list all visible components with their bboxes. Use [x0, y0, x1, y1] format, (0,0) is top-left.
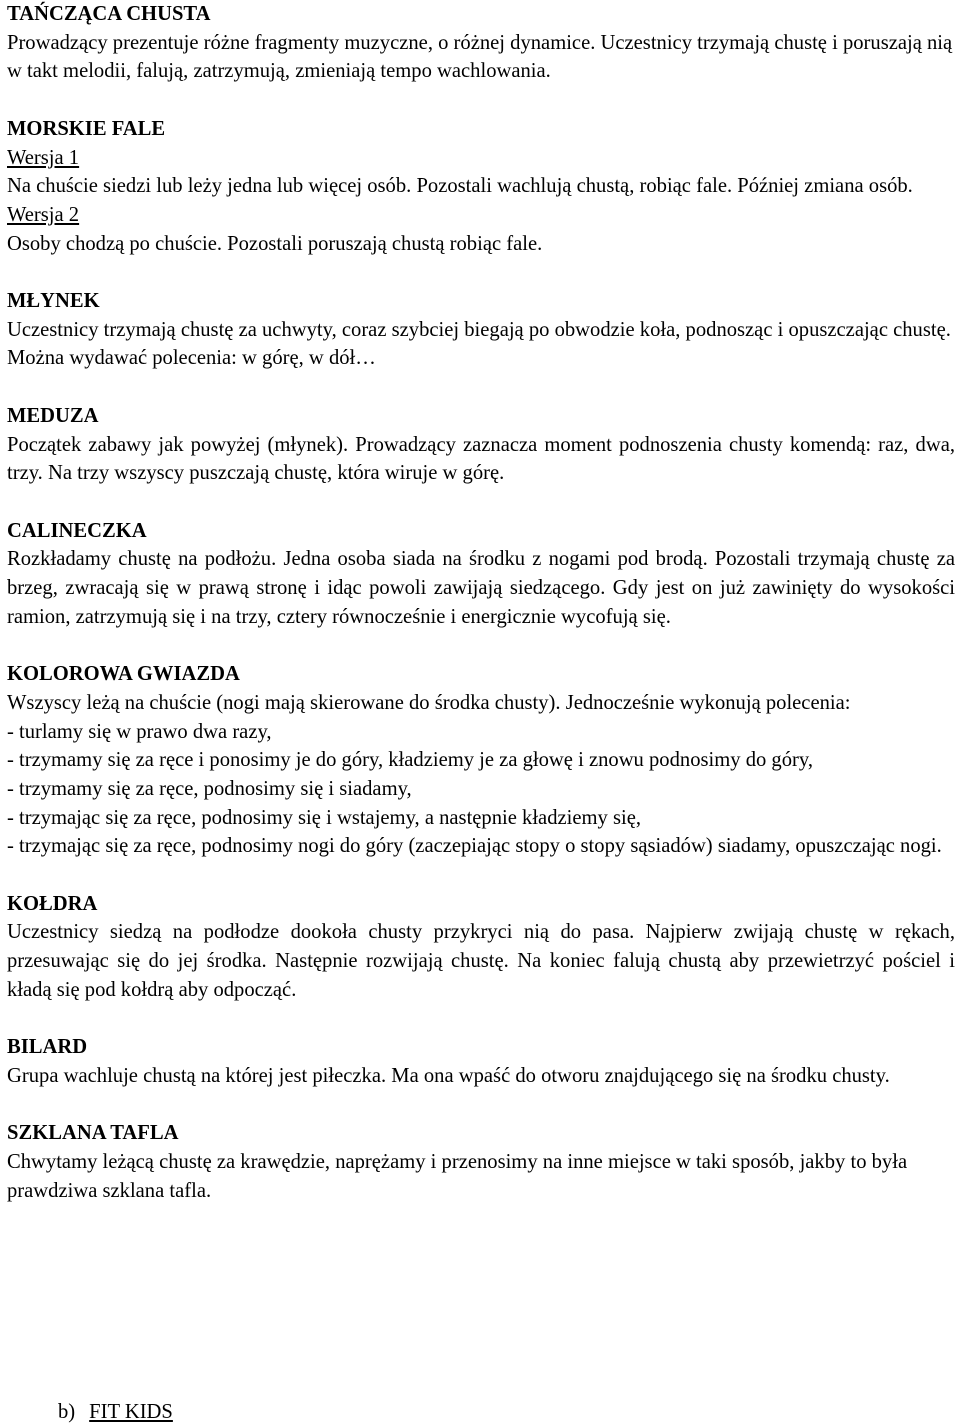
text-calineczka: Rozkładamy chustę na podłożu. Jedna osoba siada na środku z nogami pod brodą. Pozostali trzymają chustę za brzeg, zwracają się w prawą stronę i idąc powoli zawijają siedzącego. Gdy jest on już zawinięty do wysokości ramion, zatrzymują się i na trzy, cztery równocześnie i energicznie wycofują się. — [7, 548, 955, 628]
spacer — [7, 86, 955, 115]
heading-morskie-fale: MORSKIE FALE — [7, 117, 166, 140]
heading-meduza: MEDUZA — [7, 404, 99, 427]
spacer — [7, 1005, 955, 1034]
text-bilard: Grupa wachluje chustą na której jest piłeczka. Ma ona wpaść do otworu znajdującego się na środku chusty. — [7, 1064, 890, 1087]
heading-kolorowa-gwiazda: KOLOROWA GWIAZDA — [7, 663, 240, 686]
heading-mlynek: MŁYNEK — [7, 290, 100, 312]
list-item: - turlamy się w prawo dwa razy, — [7, 720, 272, 743]
spacer — [7, 1091, 955, 1120]
heading-calineczka: CALINECZKA — [7, 519, 147, 542]
heading-bilard: BILARD — [7, 1036, 88, 1059]
spacer — [7, 861, 955, 890]
text-kolorowa-gwiazda-intro: Wszyscy leżą na chuście (nogi mają skierowane do środka chusty). Jednocześnie wykonują polecenia: — [7, 691, 851, 714]
text-tanczaca-chusta: Prowadzący prezentuje różne fragmenty muzyczne, o różnej dynamice. Uczestnicy trzymają chustę i poruszają nią w takt melodii, falują, zatrzymują, zmieniają tempo wachlowania. — [7, 31, 953, 83]
list-item: - trzymając się za ręce, podnosimy nogi do góry (zaczepiając stopy o stopy sąsiadów) siadamy, opuszczając nogi. — [7, 835, 942, 858]
spacer — [7, 258, 955, 287]
text-szklana-tafla: Chwytamy leżącą chustę za krawędzie, naprężamy i przenosimy na inne miejsce w taki sposób, jakby to była prawdziwa szklana tafla. — [7, 1151, 908, 1202]
document-page — [7, 0, 955, 1205]
list-marker: b) — [58, 1401, 76, 1423]
label-wersja-1: Wersja 1 — [7, 146, 80, 169]
spacer — [7, 373, 955, 402]
list-item: - trzymając się za ręce, podnosimy się i wstajemy, a następnie kładziemy się, — [7, 806, 641, 829]
text-meduza: Początek zabawy jak powyżej (młynek). Prowadzący zaznacza moment podnoszenia chusty komendą: raz, dwa, trzy. Na trzy wszyscy puszczają chustę, która wiruje w górę. — [7, 433, 955, 485]
heading-tanczaca-chusta: TAŃCZĄCA CHUSTA — [7, 3, 211, 25]
list-item: - trzymamy się za ręce i ponosimy je do góry, kładziemy je za głowę i znowu podnosimy do góry, — [7, 749, 813, 772]
spacer — [7, 631, 955, 660]
text-wersja-1: Na chuście siedzi lub leży jedna lub więcej osób. Pozostali wachlują chustą, robiąc fale. Później zmiana osób. — [7, 175, 913, 198]
heading-szklana-tafla: SZKLANA TAFLA — [7, 1122, 179, 1145]
text-mlynek: Uczestnicy trzymają chustę za uchwyty, coraz szybciej biegają po obwodzie koła, podnosząc i opuszczając chustę. Można wydawać polecenia: w górę, w dół… — [7, 318, 951, 370]
list-item: - trzymamy się za ręce, podnosimy się i siadamy, — [7, 777, 412, 800]
text-wersja-2: Osoby chodzą po chuście. Pozostali poruszają chustą robiąc fale. — [7, 232, 543, 255]
fit-kids-label: FIT KIDS — [89, 1401, 173, 1423]
heading-koldra: KOŁDRA — [7, 892, 98, 915]
text-koldra: Uczestnicy siedzą na podłodze dookoła chusty przykryci nią do pasa. Najpierw zwijają chustę w rękach, przesuwając się do jej środka. Następnie rozwijają chustę. Na koniec falują chustą aby przewietrzyć pościel i kładą się pod kołdrą aby odpocząć. — [7, 921, 955, 1001]
label-wersja-2: Wersja 2 — [7, 203, 80, 226]
spacer — [7, 488, 955, 517]
footer-list-item — [58, 1398, 173, 1427]
